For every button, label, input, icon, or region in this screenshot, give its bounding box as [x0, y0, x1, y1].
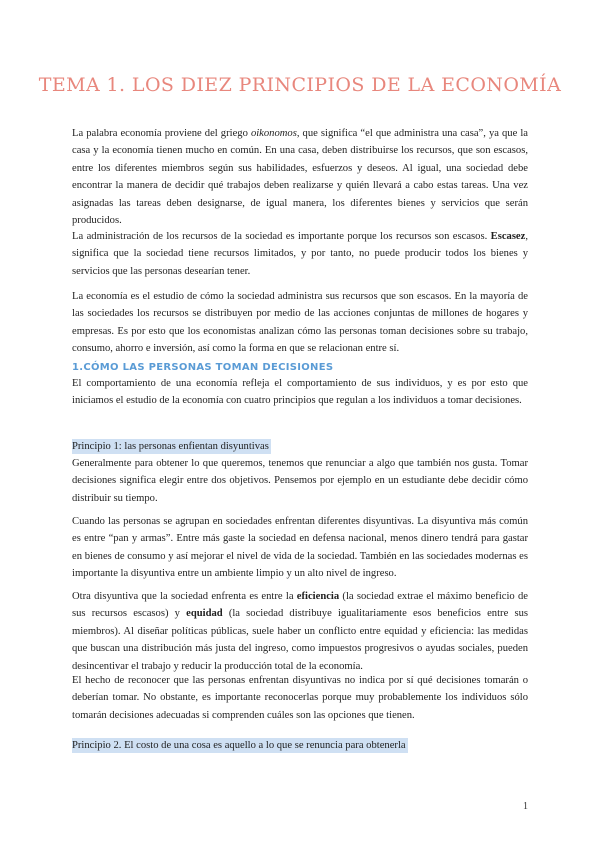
- intro-paragraph-1: La palabra economía proviene del griego oikonomos, que significa “el que administra una casa”, ya que la casa y la economía tienen mucho en común. En una casa, deben distribuirse los recursos, que son escasos, entre los diferentes miembros según sus habilidades, esfuerzos y deseos. Al igual, una sociedad debe encontrar la manera de decidir qué trabajos deben realizarse y quién llevará a cabo estas tareas. Una vez asignadas las tareas deben designarse, de igual manera, los diferentes bienes y servicios que serán producidos.: [72, 128, 528, 227]
- section-paragraph: El comportamiento de una economía refleja el comportamiento de sus individuos, y es por esto que iniciamos el estudio de la economía con cuatro principios que regulan a los individuos a tomar decisiones.: [72, 378, 528, 407]
- page-number: 1: [523, 801, 528, 812]
- principle-2-heading: Principio 2. El costo de una cosa es aquello a lo que se renuncia para obtenerla: [72, 740, 406, 751]
- principle-1-paragraph-4: El hecho de reconocer que las personas enfrentan disyuntivas no indica por sí qué decisiones tomarán o deberían tomar. No obstante, es importante reconocerlas porque muy probablemente los individuos sólo tomarán decisiones adecuadas si comprenden cuáles son las opciones que tienen.: [72, 675, 528, 721]
- principle-1-heading: Principio 1: las personas enfientan disyuntivas: [72, 441, 269, 452]
- principle-1-paragraph-1: Generalmente para obtener lo que queremos, tenemos que renunciar a algo que también nos gusta. Tomar decisiones significa elegir entre dos objetivos. Pensemos por ejemplo en un estudiante debe decidir cómo distribuir su tiempo.: [72, 458, 528, 504]
- intro-paragraph-2: La administración de los recursos de la sociedad es importante porque los recursos son escasos. Escasez, significa que la sociedad tiene recursos limitados, y por tanto, no puede producir todos los bienes y servicios que las personas desearían tener.: [72, 231, 528, 277]
- equity-term: equidad: [186, 608, 223, 620]
- greek-term: oikonomos: [250, 128, 297, 139]
- principle-1-paragraph-3: Otra disyuntiva que la sociedad enfrenta es entre la eficiencia (la sociedad extrae el máximo beneficio de sus recursos escasos) y equidad (la sociedad distribuye igualitariamente esos beneficios entre sus miembros). Al diseñar políticas públicas, suele haber un conflicto entre equidad y eficiencia: las medidas que buscan una distribución más justa del ingreso, como impuestos progresivos o ayudas sociales, pueden desincentivar el trabajo y reducir la producción total de la economía.: [72, 591, 528, 672]
- intro-paragraph-3: La economía es el estudio de cómo la sociedad administra sus recursos que son escasos. En la mayoría de las sociedades los recursos se distribuyen por medio de las acciones conjuntas de millones de hogares y empresas. Es por esto que los economistas analizan cómo las personas toman decisiones sobre su trabajo, consumo, ahorro e inversión, así como la forma en que se relacionan entre sí.: [72, 291, 528, 355]
- section-heading: 1.CÓMO LAS PERSONAS TOMAN DECISIONES: [72, 362, 334, 373]
- scarcity-term: Escasez: [490, 231, 526, 242]
- page-title: TEMA 1. LOS DIEZ PRINCIPIOS DE LA ECONOMÍA: [38, 74, 562, 96]
- principle-1-paragraph-2: Cuando las personas se agrupan en sociedades enfrentan diferentes disyuntivas. La disyuntiva más común es entre “pan y armas”. Entre más gaste la sociedad en defensa nacional, menos dinero tendrá para gastar en bienes de consumo y así mejorar el nivel de vida de la sociedad. También en las sociedades modernas es importante la disyuntiva entre un ambiente limpio y un alto nivel de ingreso.: [72, 516, 528, 580]
- efficiency-term: eficiencia: [296, 591, 340, 602]
